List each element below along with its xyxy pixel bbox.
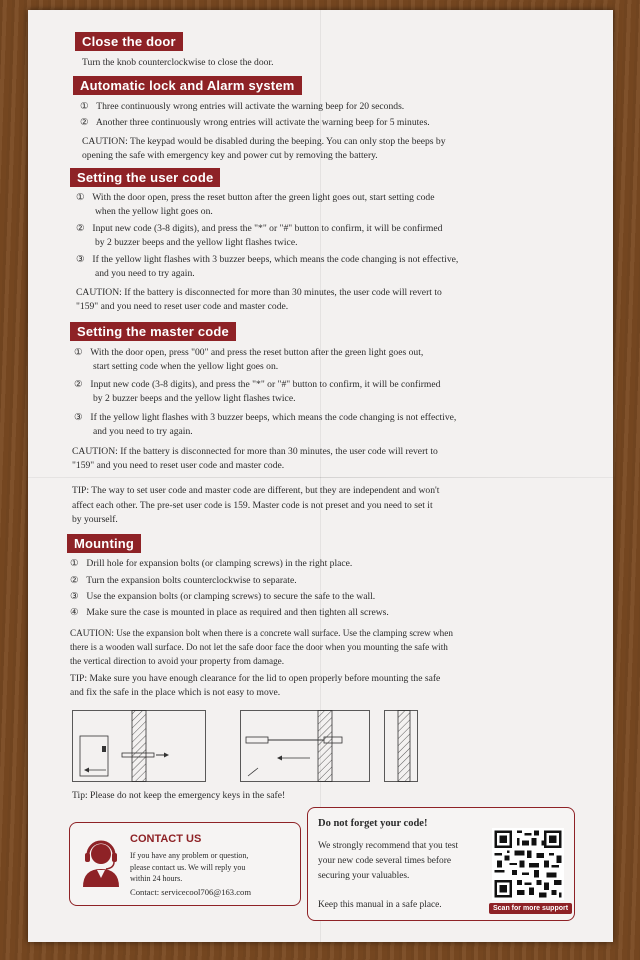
list-item: ① With the door open, press "00" and press the reset button after the green light goes out, — [74, 347, 424, 358]
caution-text: "159" and you need to reset user code and master code. — [72, 460, 285, 471]
reminder-title: Do not forget your code! — [318, 818, 428, 829]
close-door-text: Turn the knob counterclockwise to close the door. — [82, 57, 274, 68]
list-item: ④ Make sure the case is mounted in place as required and then tighten all screws. — [70, 607, 389, 618]
list-item-cont: by 2 buzzer beeps and the yellow light flashes twice. — [93, 393, 296, 404]
caution-text: the vertical direction to avoid your property from damage. — [70, 656, 285, 666]
mounting-diagram-wall-section — [384, 710, 418, 782]
reminder-text: We strongly recommend that you test your new code several times before securing your valuables. — [318, 841, 459, 881]
list-item-cont: and you need to try again. — [93, 426, 193, 437]
reminder-keep-text: Keep this manual in a safe place. — [318, 900, 442, 910]
list-item: ② Input new code (3-8 digits), and press the "*" or "#" button to confirm, it will be confirmed — [74, 379, 441, 390]
contact-email: Contact: servicecool706@163.com — [130, 887, 252, 897]
tip-text: and fix the safe in the place which is not easy to move. — [70, 687, 281, 698]
tip-text: TIP: The way to set user code and master code are different, but they are independent and won't — [72, 485, 440, 496]
list-item: ② Input new code (3-8 digits), and press the "*" or "#" button to confirm, it will be confirmed — [76, 223, 443, 234]
list-item-cont: and you need to try again. — [95, 268, 195, 279]
list-item-cont: by 2 buzzer beeps and the yellow light flashes twice. — [95, 237, 298, 248]
section-heading-master-code: Setting the master code — [70, 322, 236, 341]
section-heading-close-door: Close the door — [75, 32, 183, 51]
caution-text: "159" and you need to reset user code and master code. — [76, 301, 289, 312]
section-heading-mounting: Mounting — [67, 534, 141, 553]
contact-title: CONTACT US — [130, 833, 202, 845]
list-item: ② Another three continuously wrong entries will activate the warning beep for 5 minutes. — [80, 117, 430, 128]
caution-text: opening the safe with emergency key and power cut by removing the battery. — [82, 150, 378, 161]
list-item: ③ If the yellow light flashes with 3 buzzer beeps, which means the code changing is not effective, — [76, 254, 459, 265]
list-item-cont: when the yellow light goes on. — [95, 206, 213, 217]
emergency-key-tip: Tip: Please do not keep the emergency keys in the safe! — [72, 790, 286, 801]
list-item-cont: start setting code when the yellow light goes on. — [93, 361, 279, 372]
caution-text: there is a wooden wall surface. Do not let the safe door face the door when you mounting the safe with — [70, 642, 448, 652]
qr-code[interactable] — [492, 828, 564, 900]
caution-text: CAUTION: The keypad would be disabled during the beeping. You can only stop the beeps by — [82, 136, 446, 147]
contact-box — [69, 822, 301, 906]
list-item: ① Three continuously wrong entries will activate the warning beep for 20 seconds. — [80, 101, 405, 112]
tip-text: TIP: Make sure you have enough clearance for the lid to open properly before mounting the safe — [70, 673, 441, 684]
list-item: ③ Use the expansion bolts (or clamping screws) to secure the safe to the wall. — [70, 591, 376, 602]
mounting-diagram-clamping-screw — [240, 710, 370, 782]
qr-scan-label[interactable]: Scan for more support — [489, 903, 572, 914]
contact-text: If you have any problem or question, please contact us. We will reply you within 24 hours. — [130, 851, 249, 883]
instruction-sheet — [28, 10, 613, 942]
section-heading-lock-alarm: Automatic lock and Alarm system — [73, 76, 302, 95]
caution-text: CAUTION: Use the expansion bolt when there is a concrete wall surface. Use the clamping screw when — [70, 628, 453, 638]
mounting-diagram-expansion-bolt — [72, 710, 206, 782]
reminder-box — [307, 807, 575, 921]
tip-text: by yourself. — [72, 514, 118, 525]
support-agent-icon — [80, 837, 122, 889]
caution-text: CAUTION: If the battery is disconnected for more than 30 minutes, the user code will revert to — [76, 287, 442, 298]
caution-text: CAUTION: If the battery is disconnected for more than 30 minutes, the user code will revert to — [72, 446, 438, 457]
list-item: ① With the door open, press the reset button after the green light goes out, start setting code — [76, 192, 435, 203]
list-item: ① Drill hole for expansion bolts (or clamping screws) in the right place. — [70, 558, 353, 569]
list-item: ② Turn the expansion bolts counterclockwise to separate. — [70, 575, 297, 586]
list-item: ③ If the yellow light flashes with 3 buzzer beeps, which means the code changing is not effective, — [74, 412, 457, 423]
tip-text: affect each other. The pre-set user code is 159. Master code is not preset and you need to set it — [72, 500, 433, 511]
section-heading-user-code: Setting the user code — [70, 168, 220, 187]
